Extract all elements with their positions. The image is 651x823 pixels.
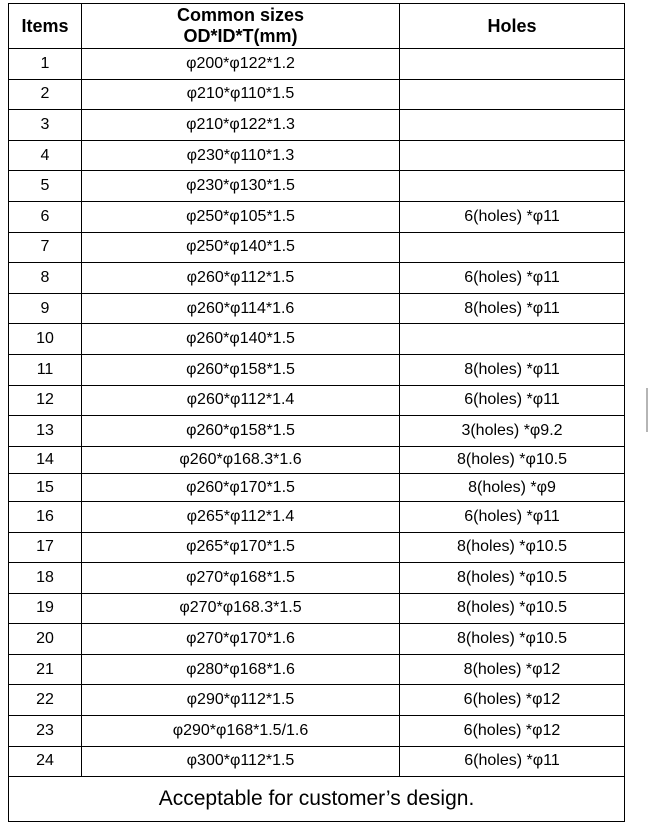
item-cell: 4 <box>9 140 82 171</box>
item-cell: 10 <box>9 324 82 355</box>
item-cell: 14 <box>9 446 82 474</box>
sizes-table <box>8 3 625 822</box>
table-row <box>9 385 625 416</box>
size-cell: φ290*φ112*1.5 <box>82 685 400 716</box>
size-cell: φ260*φ112*1.5 <box>82 263 400 294</box>
holes-cell: 3(holes) *φ9.2 <box>400 416 625 447</box>
item-cell: 13 <box>9 416 82 447</box>
size-cell: φ260*φ168.3*1.6 <box>82 446 400 474</box>
header-holes: Holes <box>400 4 625 49</box>
size-cell: φ250*φ140*1.5 <box>82 232 400 263</box>
item-cell: 3 <box>9 110 82 141</box>
size-cell: φ210*φ122*1.3 <box>82 110 400 141</box>
holes-cell <box>400 140 625 171</box>
size-cell: φ260*φ158*1.5 <box>82 416 400 447</box>
item-cell: 6 <box>9 201 82 232</box>
item-cell: 24 <box>9 746 82 777</box>
table-row <box>9 501 625 532</box>
table-row <box>9 354 625 385</box>
size-cell: φ270*φ168*1.5 <box>82 563 400 594</box>
table-row <box>9 624 625 655</box>
holes-cell: 6(holes) *φ11 <box>400 746 625 777</box>
holes-cell: 6(holes) *φ11 <box>400 263 625 294</box>
holes-cell: 8(holes) *φ10.5 <box>400 624 625 655</box>
holes-cell: 8(holes) *φ10.5 <box>400 532 625 563</box>
table-row <box>9 416 625 447</box>
size-table-sheet <box>8 3 624 820</box>
holes-cell: 6(holes) *φ11 <box>400 385 625 416</box>
holes-cell: 8(holes) *φ10.5 <box>400 563 625 594</box>
size-cell: φ270*φ168.3*1.5 <box>82 593 400 624</box>
size-cell: φ260*φ158*1.5 <box>82 354 400 385</box>
size-cell: φ265*φ112*1.4 <box>82 501 400 532</box>
item-cell: 22 <box>9 685 82 716</box>
table-row <box>9 746 625 777</box>
size-cell: φ260*φ140*1.5 <box>82 324 400 355</box>
holes-cell: 6(holes) *φ11 <box>400 201 625 232</box>
table-row <box>9 563 625 594</box>
table-row <box>9 263 625 294</box>
table-row <box>9 532 625 563</box>
table-row <box>9 593 625 624</box>
header-common-sizes <box>82 4 400 49</box>
table-row <box>9 685 625 716</box>
table-row <box>9 49 625 80</box>
holes-cell <box>400 324 625 355</box>
holes-cell: 6(holes) *φ12 <box>400 685 625 716</box>
size-cell: φ260*φ114*1.6 <box>82 293 400 324</box>
item-cell: 20 <box>9 624 82 655</box>
holes-cell: 6(holes) *φ12 <box>400 716 625 747</box>
item-cell: 5 <box>9 171 82 202</box>
holes-cell <box>400 79 625 110</box>
size-cell: φ270*φ170*1.6 <box>82 624 400 655</box>
item-cell: 18 <box>9 563 82 594</box>
item-cell: 2 <box>9 79 82 110</box>
table-row <box>9 293 625 324</box>
table-row <box>9 79 625 110</box>
item-cell: 8 <box>9 263 82 294</box>
size-cell: φ230*φ110*1.3 <box>82 140 400 171</box>
table-row <box>9 716 625 747</box>
holes-cell <box>400 110 625 141</box>
table-row <box>9 446 625 474</box>
header-common-sizes-line1: Common sizes <box>176 5 305 25</box>
header-common-sizes-line2: OD*ID*T(mm) <box>183 26 298 46</box>
size-cell: φ250*φ105*1.5 <box>82 201 400 232</box>
size-cell: φ260*φ112*1.4 <box>82 385 400 416</box>
holes-cell: 8(holes) *φ11 <box>400 293 625 324</box>
footer-note: Acceptable for customer’s design. <box>9 777 625 822</box>
item-cell: 17 <box>9 532 82 563</box>
size-cell: φ230*φ130*1.5 <box>82 171 400 202</box>
table-row <box>9 324 625 355</box>
holes-cell: 8(holes) *φ10.5 <box>400 446 625 474</box>
holes-cell: 6(holes) *φ11 <box>400 501 625 532</box>
item-cell: 1 <box>9 49 82 80</box>
edge-mark <box>646 388 648 432</box>
item-cell: 12 <box>9 385 82 416</box>
size-cell: φ280*φ168*1.6 <box>82 654 400 685</box>
table-row <box>9 171 625 202</box>
item-cell: 9 <box>9 293 82 324</box>
item-cell: 16 <box>9 501 82 532</box>
table-row <box>9 201 625 232</box>
size-cell: φ265*φ170*1.5 <box>82 532 400 563</box>
holes-cell: 8(holes) *φ11 <box>400 354 625 385</box>
holes-cell: 8(holes) *φ12 <box>400 654 625 685</box>
table-row <box>9 232 625 263</box>
holes-cell: 8(holes) *φ10.5 <box>400 593 625 624</box>
size-cell: φ210*φ110*1.5 <box>82 79 400 110</box>
table-footer-row <box>9 777 625 822</box>
holes-cell <box>400 171 625 202</box>
table-row <box>9 474 625 502</box>
holes-cell <box>400 49 625 80</box>
header-items: Items <box>9 4 82 49</box>
size-cell: φ260*φ170*1.5 <box>82 474 400 502</box>
item-cell: 19 <box>9 593 82 624</box>
item-cell: 23 <box>9 716 82 747</box>
holes-cell <box>400 232 625 263</box>
item-cell: 7 <box>9 232 82 263</box>
item-cell: 21 <box>9 654 82 685</box>
table-header-row <box>9 4 625 49</box>
holes-cell: 8(holes) *φ9 <box>400 474 625 502</box>
size-cell: φ300*φ112*1.5 <box>82 746 400 777</box>
item-cell: 15 <box>9 474 82 502</box>
table-row <box>9 654 625 685</box>
table-row <box>9 140 625 171</box>
size-cell: φ200*φ122*1.2 <box>82 49 400 80</box>
table-row <box>9 110 625 141</box>
size-cell: φ290*φ168*1.5/1.6 <box>82 716 400 747</box>
item-cell: 11 <box>9 354 82 385</box>
